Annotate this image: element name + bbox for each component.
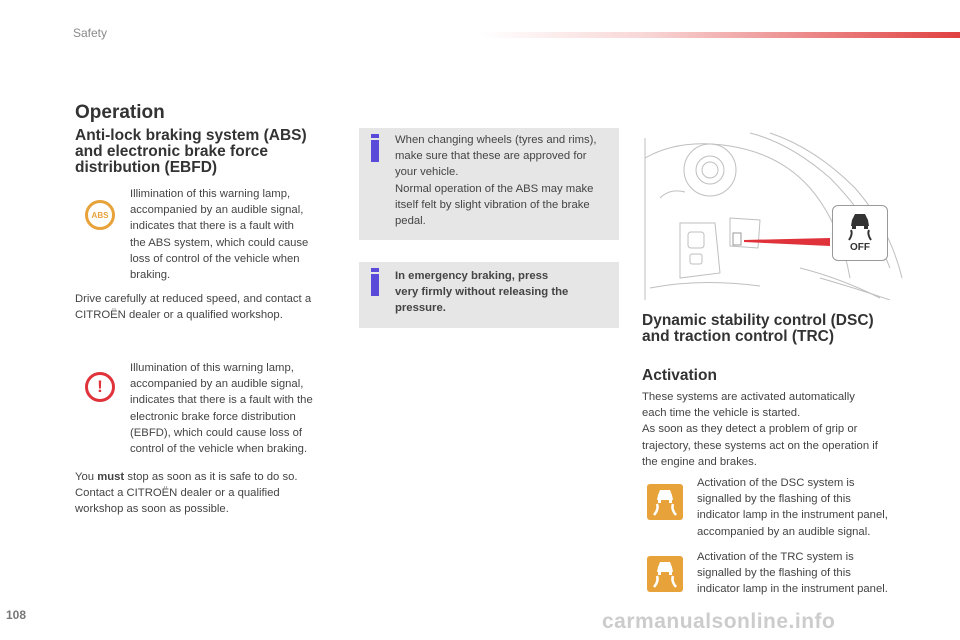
info-box-wheels-text: When changing wheels (tyres and rims), make sure that these are approved for your vehicle. Normal operation of the ABS may make itself felt by slight vibration of the brake pedal. xyxy=(395,134,597,228)
info-box-emergency-text: In emergency braking, press very firmly without releasing the pressure. xyxy=(395,270,569,315)
page-title: Operation xyxy=(75,102,165,123)
abs-warning-lamp-icon: ABS xyxy=(85,200,115,230)
header-accent-bar xyxy=(480,32,960,38)
trc-lamp-description: Activation of the TRC system is signalled by the flashing of this indicator lamp in the instrument panel. xyxy=(697,551,888,596)
activation-heading: Activation xyxy=(642,367,717,384)
section-title: Safety xyxy=(73,26,108,40)
abs-lamp-description: Illimination of this warning lamp, accompanied by an audible signal, indicates that there is a fault with the ABS system, which could cause loss of control of the vehicle when braking. xyxy=(130,188,309,282)
abs-advice: Drive carefully at reduced speed, and contact a CITROËN dealer or a qualified workshop. xyxy=(75,293,312,322)
info-box-wheels xyxy=(359,128,619,240)
dsc-heading: Dynamic stability control (DSC) and traction control (TRC) xyxy=(642,312,874,345)
dsc-lamp-description: Activation of the DSC system is signalled by the flashing of this indicator lamp in the instrument panel, accompanied by an audible signal. xyxy=(697,477,888,538)
dsc-off-button[interactable] xyxy=(832,205,888,261)
watermark: carmanualsonline.info xyxy=(602,610,836,633)
abs-heading: Anti-lock braking system (ABS) and electronic brake force distribution (EBFD) xyxy=(75,127,307,176)
dsc-indicator-icon xyxy=(647,484,683,520)
activation-text: These systems are activated automatically each time the vehicle is started. As soon as they detect a problem of grip or trajectory, these systems act on the operation if the engine and brakes. xyxy=(642,391,878,468)
must-stop-advice: You must stop as soon as it is safe to do so. Contact a CITROËN dealer or a qualified workshop as soon as possible. xyxy=(75,471,298,516)
page-number: 108 xyxy=(6,608,27,622)
car-skid-icon xyxy=(833,206,887,246)
brake-warning-lamp-icon: ! xyxy=(85,372,115,402)
info-box-emergency xyxy=(359,262,619,328)
off-label: OFF xyxy=(850,242,870,253)
trc-indicator-icon xyxy=(647,556,683,592)
info-icon xyxy=(371,134,379,162)
info-icon xyxy=(371,268,379,296)
ebfd-lamp-description: Illumination of this warning lamp, accompanied by an audible signal, indicates that there is a fault with the electronic brake force distribution (EBFD), which could cause loss of control of the vehicle when braking. xyxy=(130,362,313,456)
